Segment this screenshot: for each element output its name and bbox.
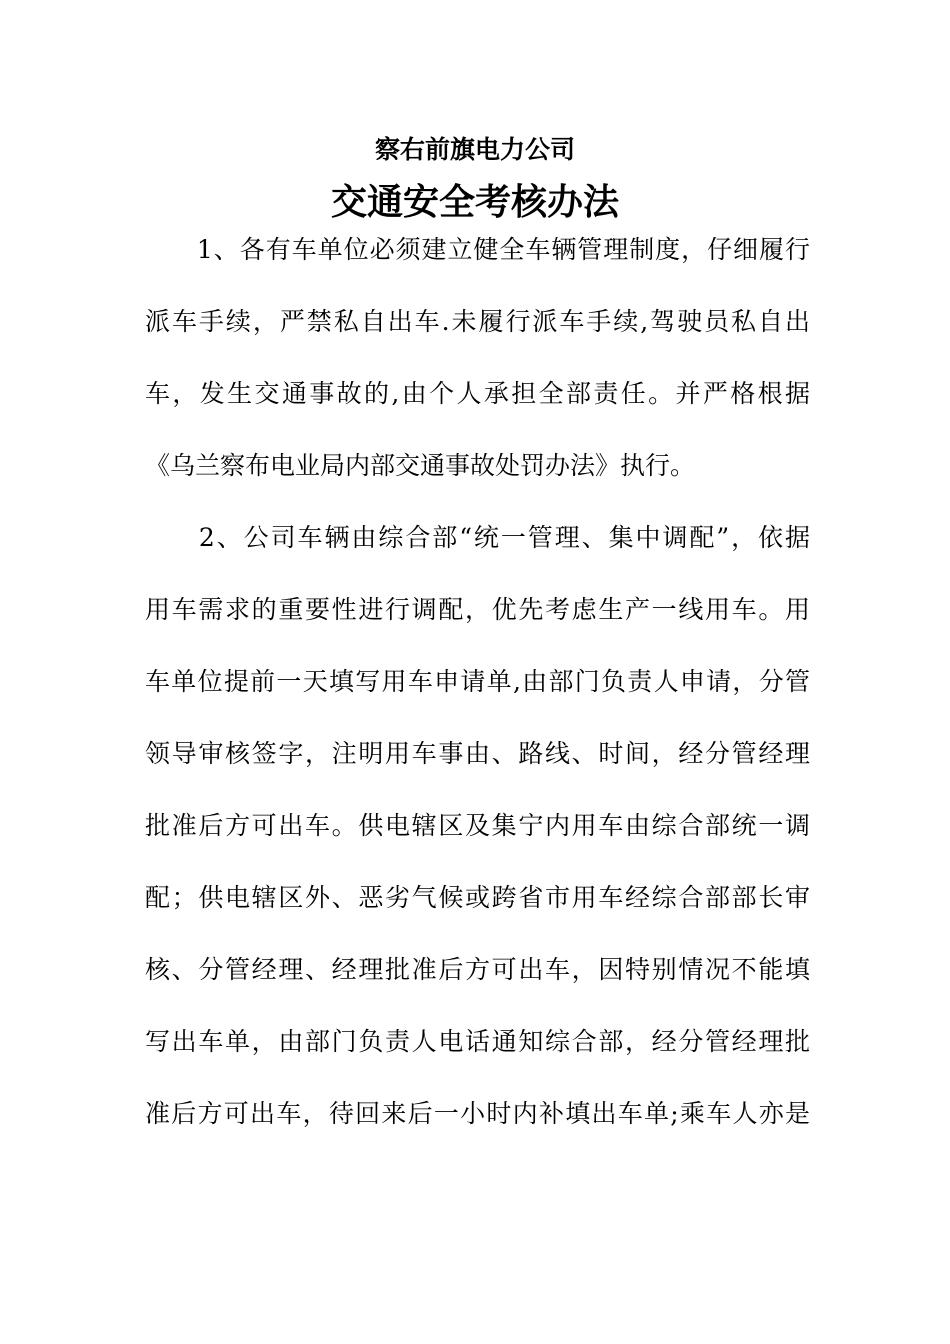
paragraph-1-line: 派车手续，严禁私自出车.未履行派车手续,驾驶员私自出 [145,307,810,336]
paragraph-2-line: 批准后方可出车。供电辖区及集宁内用车由综合部统一调 [145,811,810,840]
paragraph-2-line: 车单位提前一天填写用车申请单,由部门负责人申请，分管 [145,667,810,696]
paragraph-1-line: 车，发生交通事故的,由个人承担全部责任。并严格根据 [145,379,810,408]
paragraph-2-line: 核、分管经理、经理批准后方可出车，因特别情况不能填 [145,955,810,984]
paragraph-2-line: 配；供电辖区外、恶劣气候或跨省市用车经综合部部长审 [145,883,810,912]
paragraph-1-line: 《乌兰察布电业局内部交通事故处罚办法》执行。 [145,451,696,480]
paragraph-2-line: 用车需求的重要性进行调配，优先考虑生产一线用车。用 [145,595,810,624]
paragraph-2-line: 准后方可出车，待回来后一小时内补填出车单;乘车人亦是 [145,1099,810,1128]
document-title: 交通安全考核办法 [330,181,619,223]
organization-title: 察右前旗电力公司 [374,135,575,164]
paragraph-2-line: 领导审核签字，注明用车事由、路线、时间，经分管经理 [145,739,810,768]
document-body [145,224,810,1160]
paragraph-1-line: 1、各有车单位必须建立健全车辆管理制度，仔细履行 [145,235,810,264]
paragraph-2-line: 2、公司车辆由综合部“统一管理、集中调配”，依据 [145,523,810,552]
paragraph-2-line: 写出车单，由部门负责人电话通知综合部，经分管经理批 [145,1027,810,1056]
